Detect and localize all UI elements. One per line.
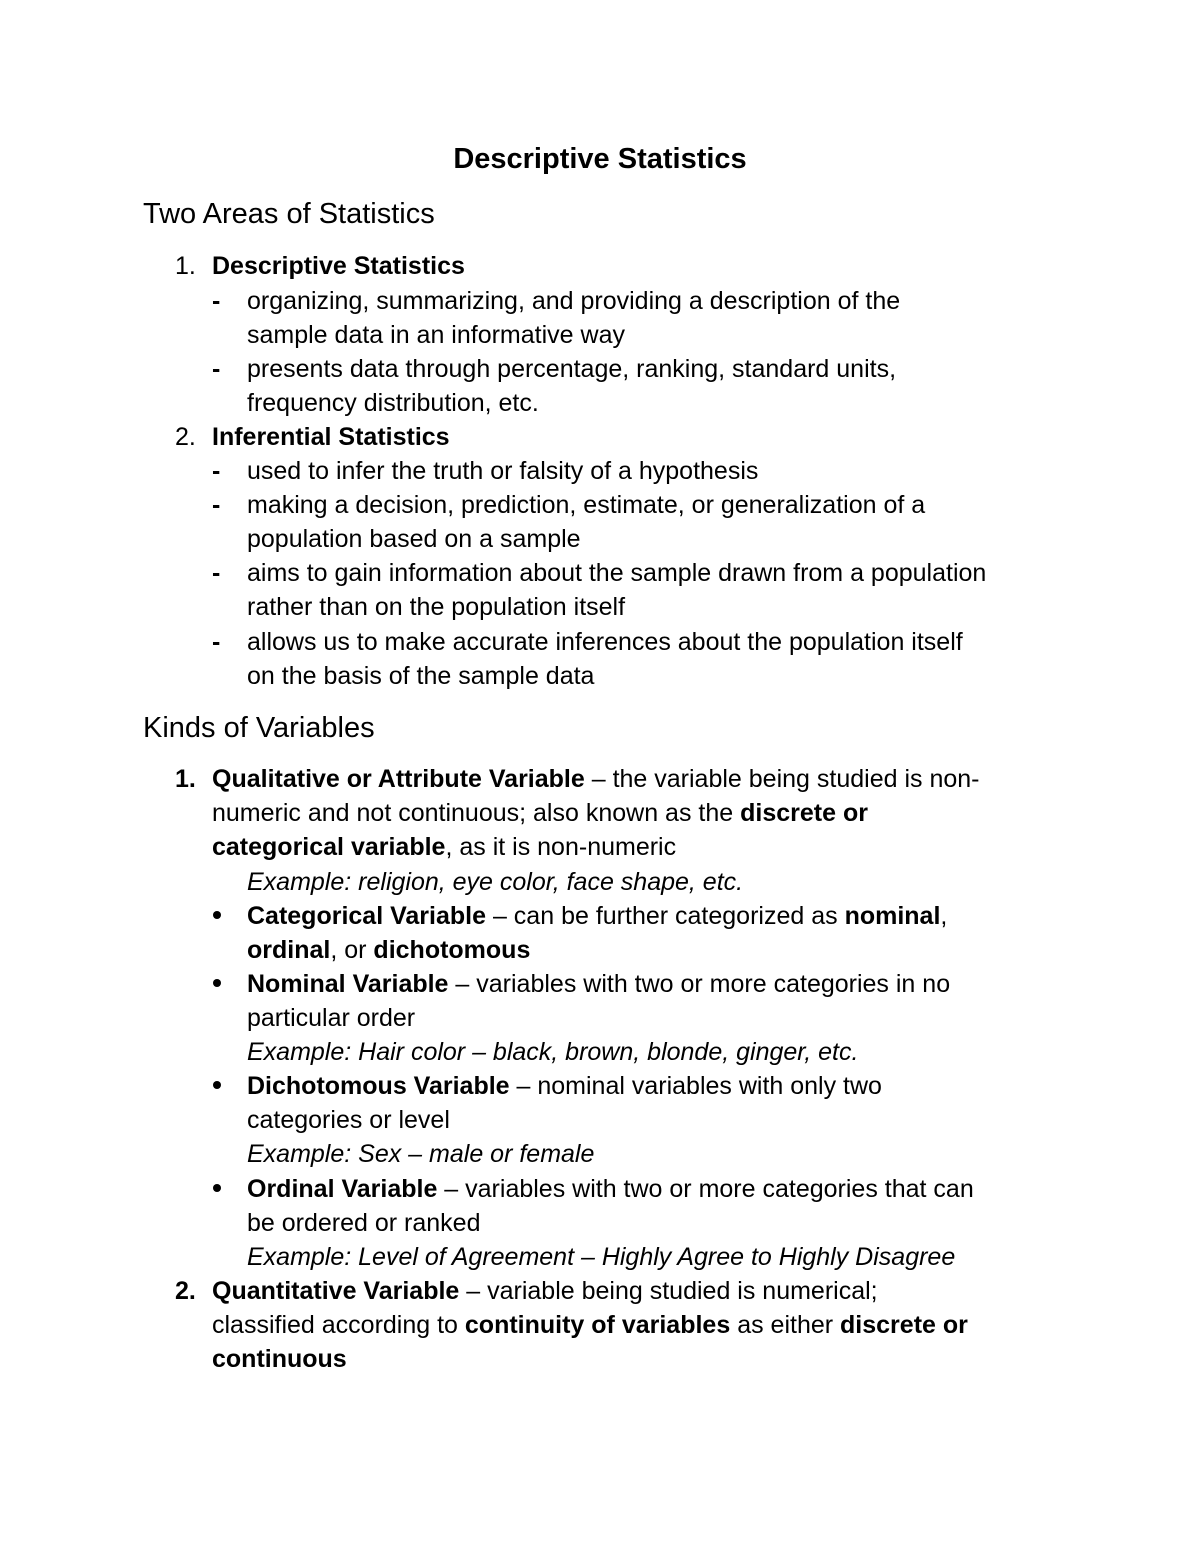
punctuation: , bbox=[940, 902, 948, 930]
definition-text: , as it is non-numeric bbox=[445, 833, 677, 861]
qualitative-line-1 bbox=[212, 763, 980, 795]
bold-term: continuity of variables bbox=[464, 1311, 731, 1339]
bullet-text: organizing, summarizing, and providing a description of the bbox=[247, 287, 901, 315]
definition-text: – variables with two or more categories in no bbox=[448, 970, 951, 998]
list-item-label: Inferential Statistics bbox=[212, 423, 450, 451]
definition-text: classified according to bbox=[212, 1311, 465, 1339]
bullet-text: rather than on the population itself bbox=[247, 593, 626, 621]
separator: – bbox=[584, 765, 613, 793]
list-item-label: Descriptive Statistics bbox=[212, 252, 465, 280]
definition-text: – variable being studied is numerical; bbox=[459, 1277, 878, 1305]
categorical-line-2 bbox=[247, 934, 530, 966]
definition-text: particular order bbox=[247, 1004, 416, 1032]
term: Qualitative or Attribute Variable bbox=[212, 765, 585, 793]
bullet-text: aims to gain information about the sample drawn from a population bbox=[247, 559, 987, 587]
bold-term: dichotomous bbox=[373, 936, 531, 964]
document-title: Descriptive Statistics bbox=[453, 143, 747, 175]
qualitative-line-2 bbox=[212, 797, 868, 829]
bullet-text: used to infer the truth or falsity of a hypothesis bbox=[247, 457, 759, 485]
bullet-dot bbox=[213, 911, 221, 919]
bullet-text: making a decision, prediction, estimate, or generalization of a bbox=[247, 491, 926, 519]
dichotomous-line-1 bbox=[247, 1070, 882, 1102]
quantitative-line-1 bbox=[212, 1275, 878, 1307]
section-heading-two-areas: Two Areas of Statistics bbox=[143, 198, 435, 230]
definition-text: – variables with two or more categories that can bbox=[437, 1175, 974, 1203]
example-text: Example: Level of Agreement – Highly Agree to Highly Disagree bbox=[247, 1243, 956, 1271]
bold-term: continuous bbox=[212, 1345, 347, 1373]
bullet-text: sample data in an informative way bbox=[247, 321, 625, 349]
definition-text: – can be further categorized as bbox=[486, 902, 845, 930]
definition-text: – nominal variables with only two bbox=[509, 1072, 882, 1100]
definition-text: the variable being studied is non- bbox=[612, 765, 980, 793]
ordinal-line-1 bbox=[247, 1173, 974, 1205]
term: Nominal Variable bbox=[247, 970, 449, 998]
dash-bullet: - bbox=[212, 628, 221, 656]
nominal-line-1 bbox=[247, 968, 950, 1000]
definition-text: categories or level bbox=[247, 1106, 450, 1134]
list-number: 2. bbox=[175, 423, 196, 451]
quantitative-line-2 bbox=[212, 1309, 968, 1341]
example-text: Example: Sex – male or female bbox=[247, 1140, 595, 1168]
section-heading-kinds-of-variables: Kinds of Variables bbox=[143, 712, 375, 744]
dash-bullet: - bbox=[212, 287, 221, 315]
term: Categorical Variable bbox=[247, 902, 487, 930]
dash-bullet: - bbox=[212, 457, 221, 485]
definition-text: numeric and not continuous; also known as the bbox=[212, 799, 741, 827]
bold-term: nominal bbox=[844, 902, 941, 930]
qualitative-line-3 bbox=[212, 831, 676, 863]
bullet-text: on the basis of the sample data bbox=[247, 662, 595, 690]
definition-text: , or bbox=[330, 936, 374, 964]
dash-bullet: - bbox=[212, 355, 221, 383]
bullet-dot bbox=[213, 1081, 221, 1089]
list-number: 1. bbox=[175, 252, 196, 280]
bullet-dot bbox=[213, 979, 221, 987]
categorical-line-1 bbox=[247, 900, 947, 932]
bullet-text: presents data through percentage, ranking, standard units, bbox=[247, 355, 897, 383]
bullet-text: population based on a sample bbox=[247, 525, 581, 553]
bullet-text: frequency distribution, etc. bbox=[247, 389, 539, 417]
term: Quantitative Variable bbox=[212, 1277, 460, 1305]
term: Ordinal Variable bbox=[247, 1175, 438, 1203]
list-number: 1. bbox=[175, 765, 196, 793]
bullet-dot bbox=[213, 1184, 221, 1192]
definition-text: as either bbox=[730, 1311, 841, 1339]
bold-term: discrete or bbox=[740, 799, 868, 827]
bold-term: discrete or bbox=[840, 1311, 968, 1339]
example-text: Example: Hair color – black, brown, blonde, ginger, etc. bbox=[247, 1038, 859, 1066]
bullet-text: allows us to make accurate inferences about the population itself bbox=[247, 628, 963, 656]
dash-bullet: - bbox=[212, 491, 221, 519]
definition-text: be ordered or ranked bbox=[247, 1209, 481, 1237]
dash-bullet: - bbox=[212, 559, 221, 587]
example-text: Example: religion, eye color, face shape, etc. bbox=[247, 868, 744, 896]
bold-term: ordinal bbox=[247, 936, 331, 964]
term: Dichotomous Variable bbox=[247, 1072, 510, 1100]
bold-term: categorical variable bbox=[212, 833, 446, 861]
list-number: 2. bbox=[175, 1277, 196, 1305]
